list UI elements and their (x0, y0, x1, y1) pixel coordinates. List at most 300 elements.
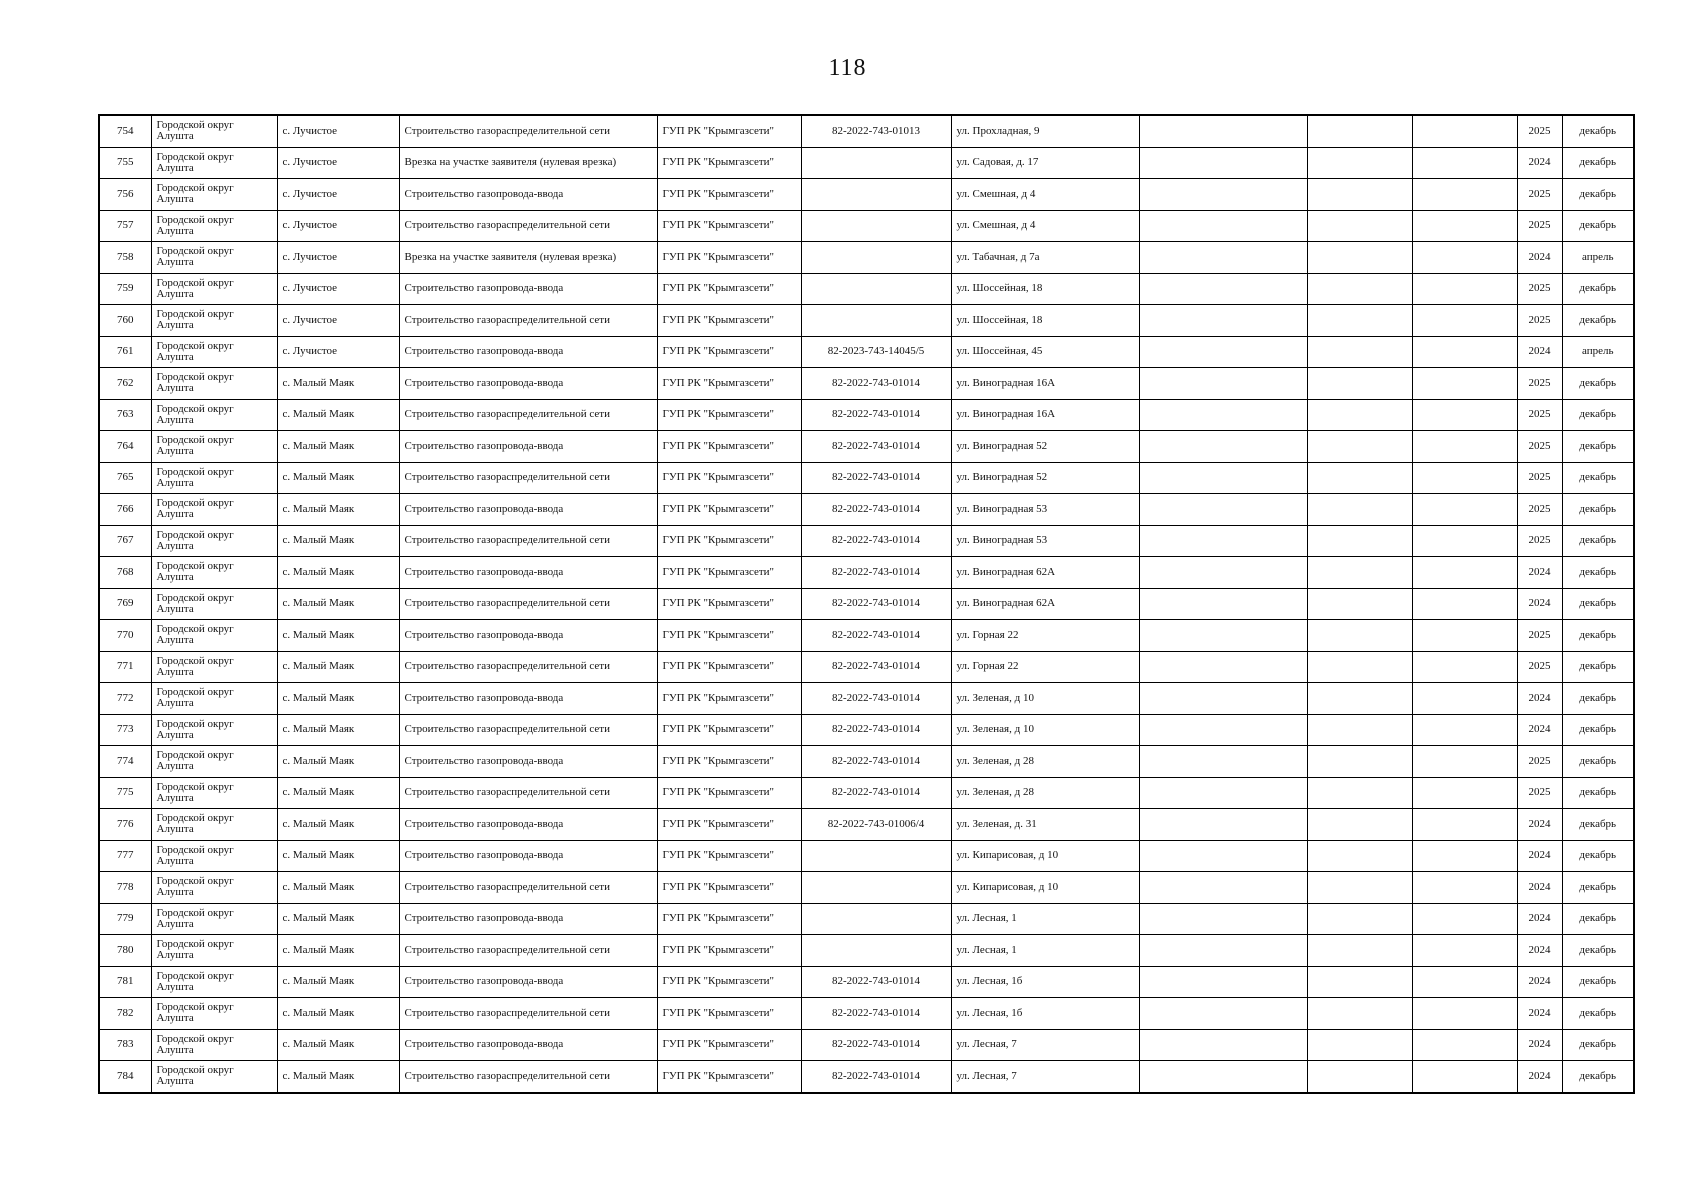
year-cell: 2025 (1517, 368, 1562, 400)
work-type-cell: Строительство газопровода-ввода (399, 431, 657, 463)
row-number: 760 (99, 305, 151, 337)
work-type-cell: Строительство газопровода-ввода (399, 557, 657, 589)
empty-cell-3 (1412, 525, 1517, 557)
empty-cell-1 (1139, 525, 1307, 557)
district-line-1: Городской округ (156, 528, 234, 541)
district-line-1: Городской округ (156, 402, 234, 415)
empty-cell-1 (1139, 462, 1307, 494)
month-cell: декабрь (1562, 494, 1634, 526)
district-line-2: Алушта (156, 791, 194, 804)
empty-cell-2 (1307, 431, 1412, 463)
year-cell: 2025 (1517, 273, 1562, 305)
district-line-1: Городской округ (156, 339, 234, 352)
district-line-1: Городской округ (156, 654, 234, 667)
organization-cell: ГУП РК "Крымгазсети" (657, 242, 801, 274)
empty-cell-1 (1139, 714, 1307, 746)
month-cell: декабрь (1562, 777, 1634, 809)
empty-cell-1 (1139, 210, 1307, 242)
application-code-cell (801, 872, 951, 904)
row-number: 768 (99, 557, 151, 589)
district-cell (151, 714, 277, 746)
work-type-cell: Строительство газопровода-ввода (399, 494, 657, 526)
table-row (99, 557, 1634, 589)
district-line-1: Городской округ (156, 119, 234, 132)
address-cell: ул. Виноградная 62А (951, 588, 1139, 620)
village-cell: с. Лучистое (277, 210, 399, 242)
empty-cell-1 (1139, 305, 1307, 337)
district-line-2: Алушта (156, 980, 194, 993)
empty-cell-1 (1139, 651, 1307, 683)
year-cell: 2024 (1517, 903, 1562, 935)
district-line-2: Алушта (156, 760, 194, 773)
work-type-cell: Строительство газопровода-ввода (399, 746, 657, 778)
empty-cell-3 (1412, 746, 1517, 778)
empty-cell-2 (1307, 115, 1412, 147)
year-cell: 2025 (1517, 746, 1562, 778)
district-line-1: Городской округ (156, 560, 234, 573)
empty-cell-1 (1139, 966, 1307, 998)
empty-cell-2 (1307, 494, 1412, 526)
village-cell: с. Малый Маяк (277, 1061, 399, 1093)
application-code-cell: 82-2022-743-01014 (801, 368, 951, 400)
empty-cell-3 (1412, 305, 1517, 337)
address-cell: ул. Прохладная, 9 (951, 115, 1139, 147)
organization-cell: ГУП РК "Крымгазсети" (657, 714, 801, 746)
year-cell: 2025 (1517, 305, 1562, 337)
table-row (99, 399, 1634, 431)
empty-cell-1 (1139, 336, 1307, 368)
address-cell: ул. Зеленая, д 10 (951, 714, 1139, 746)
district-cell (151, 431, 277, 463)
application-code-cell: 82-2022-743-01014 (801, 1061, 951, 1093)
empty-cell-2 (1307, 966, 1412, 998)
empty-cell-3 (1412, 242, 1517, 274)
empty-cell-3 (1412, 620, 1517, 652)
district-line-1: Городской округ (156, 969, 234, 982)
address-cell: ул. Лесная, 7 (951, 1061, 1139, 1093)
table-row (99, 115, 1634, 147)
empty-cell-3 (1412, 273, 1517, 305)
empty-cell-1 (1139, 368, 1307, 400)
month-cell: декабрь (1562, 462, 1634, 494)
empty-cell-1 (1139, 809, 1307, 841)
row-number: 767 (99, 525, 151, 557)
empty-cell-2 (1307, 179, 1412, 211)
month-cell: декабрь (1562, 179, 1634, 211)
empty-cell-3 (1412, 115, 1517, 147)
empty-cell-2 (1307, 557, 1412, 589)
empty-cell-3 (1412, 147, 1517, 179)
month-cell: декабрь (1562, 1061, 1634, 1093)
work-type-cell: Строительство газораспределительной сети (399, 525, 657, 557)
empty-cell-3 (1412, 840, 1517, 872)
address-cell: ул. Виноградная 62А (951, 557, 1139, 589)
empty-cell-3 (1412, 588, 1517, 620)
work-type-cell: Строительство газопровода-ввода (399, 840, 657, 872)
month-cell: декабрь (1562, 746, 1634, 778)
district-line-1: Городской округ (156, 686, 234, 699)
year-cell: 2024 (1517, 1029, 1562, 1061)
application-code-cell: 82-2022-743-01014 (801, 998, 951, 1030)
month-cell: декабрь (1562, 683, 1634, 715)
empty-cell-1 (1139, 777, 1307, 809)
application-code-cell: 82-2022-743-01014 (801, 525, 951, 557)
organization-cell: ГУП РК "Крымгазсети" (657, 620, 801, 652)
district-line-1: Городской округ (156, 780, 234, 793)
row-number: 756 (99, 179, 151, 211)
year-cell: 2024 (1517, 935, 1562, 967)
application-code-cell: 82-2022-743-01014 (801, 620, 951, 652)
district-line-1: Городской округ (156, 465, 234, 478)
table-row (99, 147, 1634, 179)
row-number: 781 (99, 966, 151, 998)
address-cell: ул. Виноградная 53 (951, 525, 1139, 557)
application-code-cell (801, 903, 951, 935)
village-cell: с. Лучистое (277, 179, 399, 211)
address-cell: ул. Шоссейная, 45 (951, 336, 1139, 368)
empty-cell-2 (1307, 305, 1412, 337)
year-cell: 2024 (1517, 683, 1562, 715)
address-cell: ул. Кипарисовая, д 10 (951, 872, 1139, 904)
district-line-2: Алушта (156, 949, 194, 962)
district-line-1: Городской округ (156, 938, 234, 951)
row-number: 764 (99, 431, 151, 463)
empty-cell-3 (1412, 336, 1517, 368)
empty-cell-2 (1307, 399, 1412, 431)
row-number: 755 (99, 147, 151, 179)
empty-cell-3 (1412, 872, 1517, 904)
district-line-2: Алушта (156, 256, 194, 269)
address-cell: ул. Виноградная 16А (951, 399, 1139, 431)
empty-cell-1 (1139, 399, 1307, 431)
organization-cell: ГУП РК "Крымгазсети" (657, 399, 801, 431)
application-code-cell: 82-2022-743-01006/4 (801, 809, 951, 841)
empty-cell-2 (1307, 777, 1412, 809)
organization-cell: ГУП РК "Крымгазсети" (657, 462, 801, 494)
district-cell (151, 462, 277, 494)
organization-cell: ГУП РК "Крымгазсети" (657, 368, 801, 400)
empty-cell-3 (1412, 935, 1517, 967)
district-line-1: Городской округ (156, 213, 234, 226)
empty-cell-3 (1412, 431, 1517, 463)
district-line-1: Городской округ (156, 276, 234, 289)
district-cell (151, 525, 277, 557)
empty-cell-3 (1412, 210, 1517, 242)
table-row (99, 903, 1634, 935)
table-row (99, 935, 1634, 967)
table-body (99, 115, 1634, 1093)
empty-cell-2 (1307, 1029, 1412, 1061)
district-line-1: Городской округ (156, 182, 234, 195)
table-row (99, 746, 1634, 778)
application-code-cell: 82-2022-743-01014 (801, 399, 951, 431)
district-line-1: Городской округ (156, 591, 234, 604)
district-line-2: Алушта (156, 728, 194, 741)
year-cell: 2024 (1517, 588, 1562, 620)
district-cell (151, 242, 277, 274)
work-type-cell: Строительство газопровода-ввода (399, 620, 657, 652)
address-cell: ул. Лесная, 1б (951, 966, 1139, 998)
village-cell: с. Малый Маяк (277, 368, 399, 400)
district-cell (151, 872, 277, 904)
application-code-cell (801, 147, 951, 179)
year-cell: 2024 (1517, 998, 1562, 1030)
organization-cell: ГУП РК "Крымгазсети" (657, 336, 801, 368)
application-code-cell (801, 210, 951, 242)
table-row (99, 273, 1634, 305)
village-cell: с. Лучистое (277, 305, 399, 337)
district-cell (151, 998, 277, 1030)
district-cell (151, 1061, 277, 1093)
village-cell: с. Малый Маяк (277, 557, 399, 589)
empty-cell-1 (1139, 872, 1307, 904)
district-line-1: Городской округ (156, 906, 234, 919)
village-cell: с. Малый Маяк (277, 399, 399, 431)
organization-cell: ГУП РК "Крымгазсети" (657, 809, 801, 841)
row-number: 770 (99, 620, 151, 652)
address-cell: ул. Горная 22 (951, 620, 1139, 652)
district-line-2: Алушта (156, 886, 194, 899)
empty-cell-2 (1307, 651, 1412, 683)
village-cell: с. Малый Маяк (277, 651, 399, 683)
work-type-cell: Строительство газопровода-ввода (399, 368, 657, 400)
empty-cell-2 (1307, 336, 1412, 368)
address-cell: ул. Виноградная 52 (951, 462, 1139, 494)
year-cell: 2024 (1517, 809, 1562, 841)
year-cell: 2025 (1517, 494, 1562, 526)
village-cell: с. Лучистое (277, 242, 399, 274)
row-number: 766 (99, 494, 151, 526)
district-line-1: Городской округ (156, 749, 234, 762)
work-type-cell: Врезка на участке заявителя (нулевая врезка) (399, 242, 657, 274)
empty-cell-2 (1307, 998, 1412, 1030)
month-cell: декабрь (1562, 115, 1634, 147)
village-cell: с. Малый Маяк (277, 998, 399, 1030)
work-type-cell: Строительство газопровода-ввода (399, 1029, 657, 1061)
empty-cell-2 (1307, 683, 1412, 715)
empty-cell-1 (1139, 683, 1307, 715)
year-cell: 2024 (1517, 1061, 1562, 1093)
work-type-cell: Строительство газораспределительной сети (399, 462, 657, 494)
row-number: 784 (99, 1061, 151, 1093)
row-number: 757 (99, 210, 151, 242)
empty-cell-3 (1412, 462, 1517, 494)
organization-cell: ГУП РК "Крымгазсети" (657, 210, 801, 242)
row-number: 763 (99, 399, 151, 431)
year-cell: 2024 (1517, 966, 1562, 998)
empty-cell-2 (1307, 746, 1412, 778)
row-number: 777 (99, 840, 151, 872)
empty-cell-2 (1307, 210, 1412, 242)
district-cell (151, 620, 277, 652)
district-cell (151, 336, 277, 368)
table-row (99, 840, 1634, 872)
table-row (99, 179, 1634, 211)
application-code-cell: 82-2022-743-01014 (801, 714, 951, 746)
empty-cell-1 (1139, 557, 1307, 589)
row-number: 779 (99, 903, 151, 935)
district-line-2: Алушта (156, 917, 194, 930)
empty-cell-2 (1307, 147, 1412, 179)
district-cell (151, 305, 277, 337)
table-row (99, 651, 1634, 683)
district-cell (151, 809, 277, 841)
district-cell (151, 179, 277, 211)
row-number: 769 (99, 588, 151, 620)
month-cell: декабрь (1562, 1029, 1634, 1061)
table-row (99, 1029, 1634, 1061)
year-cell: 2025 (1517, 210, 1562, 242)
empty-cell-1 (1139, 935, 1307, 967)
village-cell: с. Лучистое (277, 273, 399, 305)
district-cell (151, 494, 277, 526)
address-cell: ул. Зеленая, д 10 (951, 683, 1139, 715)
empty-cell-1 (1139, 179, 1307, 211)
month-cell: декабрь (1562, 557, 1634, 589)
empty-cell-1 (1139, 242, 1307, 274)
district-cell (151, 935, 277, 967)
empty-cell-3 (1412, 651, 1517, 683)
empty-cell-2 (1307, 462, 1412, 494)
empty-cell-1 (1139, 431, 1307, 463)
table-row (99, 336, 1634, 368)
empty-cell-2 (1307, 935, 1412, 967)
address-cell: ул. Смешная, д 4 (951, 179, 1139, 211)
district-line-2: Алушта (156, 224, 194, 237)
table-row (99, 494, 1634, 526)
address-cell: ул. Виноградная 53 (951, 494, 1139, 526)
row-number: 758 (99, 242, 151, 274)
work-type-cell: Строительство газораспределительной сети (399, 588, 657, 620)
month-cell: декабрь (1562, 966, 1634, 998)
year-cell: 2024 (1517, 336, 1562, 368)
row-number: 776 (99, 809, 151, 841)
village-cell: с. Малый Маяк (277, 525, 399, 557)
district-cell (151, 777, 277, 809)
address-cell: ул. Садовая, д. 17 (951, 147, 1139, 179)
work-type-cell: Строительство газораспределительной сети (399, 777, 657, 809)
table-row (99, 620, 1634, 652)
month-cell: декабрь (1562, 935, 1634, 967)
district-cell (151, 966, 277, 998)
address-cell: ул. Зеленая, д 28 (951, 777, 1139, 809)
empty-cell-1 (1139, 620, 1307, 652)
address-cell: ул. Лесная, 1 (951, 903, 1139, 935)
village-cell: с. Малый Маяк (277, 872, 399, 904)
application-code-cell: 82-2022-743-01014 (801, 431, 951, 463)
work-type-cell: Строительство газопровода-ввода (399, 809, 657, 841)
empty-cell-1 (1139, 746, 1307, 778)
row-number: 765 (99, 462, 151, 494)
organization-cell: ГУП РК "Крымгазсети" (657, 746, 801, 778)
year-cell: 2025 (1517, 777, 1562, 809)
work-type-cell: Строительство газораспределительной сети (399, 305, 657, 337)
empty-cell-1 (1139, 1029, 1307, 1061)
empty-cell-3 (1412, 368, 1517, 400)
month-cell: декабрь (1562, 525, 1634, 557)
row-number: 772 (99, 683, 151, 715)
year-cell: 2025 (1517, 431, 1562, 463)
district-line-2: Алушта (156, 1043, 194, 1056)
month-cell: декабрь (1562, 210, 1634, 242)
village-cell: с. Малый Маяк (277, 809, 399, 841)
month-cell: апрель (1562, 336, 1634, 368)
address-cell: ул. Шоссейная, 18 (951, 305, 1139, 337)
empty-cell-1 (1139, 998, 1307, 1030)
application-code-cell: 82-2022-743-01014 (801, 746, 951, 778)
village-cell: с. Лучистое (277, 115, 399, 147)
empty-cell-1 (1139, 147, 1307, 179)
empty-cell-2 (1307, 1061, 1412, 1093)
district-line-2: Алушта (156, 287, 194, 300)
address-cell: ул. Лесная, 1б (951, 998, 1139, 1030)
empty-cell-2 (1307, 368, 1412, 400)
village-cell: с. Малый Маяк (277, 714, 399, 746)
organization-cell: ГУП РК "Крымгазсети" (657, 840, 801, 872)
district-line-1: Городской округ (156, 875, 234, 888)
district-line-2: Алушта (156, 1075, 194, 1088)
organization-cell: ГУП РК "Крымгазсети" (657, 683, 801, 715)
application-code-cell (801, 242, 951, 274)
application-code-cell: 82-2022-743-01014 (801, 494, 951, 526)
organization-cell: ГУП РК "Крымгазсети" (657, 1061, 801, 1093)
district-line-2: Алушта (156, 823, 194, 836)
month-cell: декабрь (1562, 431, 1634, 463)
work-type-cell: Строительство газопровода-ввода (399, 336, 657, 368)
district-line-1: Городской округ (156, 1001, 234, 1014)
row-number: 774 (99, 746, 151, 778)
row-number: 754 (99, 115, 151, 147)
village-cell: с. Малый Маяк (277, 1029, 399, 1061)
work-type-cell: Строительство газораспределительной сети (399, 210, 657, 242)
empty-cell-2 (1307, 840, 1412, 872)
empty-cell-3 (1412, 777, 1517, 809)
work-type-cell: Строительство газопровода-ввода (399, 273, 657, 305)
application-code-cell: 82-2022-743-01014 (801, 462, 951, 494)
empty-cell-2 (1307, 809, 1412, 841)
empty-cell-2 (1307, 714, 1412, 746)
district-line-2: Алушта (156, 350, 194, 363)
table-row (99, 777, 1634, 809)
empty-cell-1 (1139, 273, 1307, 305)
district-line-2: Алушта (156, 476, 194, 489)
year-cell: 2025 (1517, 462, 1562, 494)
year-cell: 2024 (1517, 840, 1562, 872)
year-cell: 2025 (1517, 115, 1562, 147)
district-cell (151, 557, 277, 589)
work-type-cell: Строительство газораспределительной сети (399, 714, 657, 746)
district-line-1: Городской округ (156, 371, 234, 384)
empty-cell-2 (1307, 525, 1412, 557)
district-line-1: Городской округ (156, 150, 234, 163)
application-code-cell: 82-2022-743-01014 (801, 966, 951, 998)
table-row (99, 872, 1634, 904)
row-number: 762 (99, 368, 151, 400)
address-cell: ул. Горная 22 (951, 651, 1139, 683)
address-cell: ул. Табачная, д 7а (951, 242, 1139, 274)
year-cell: 2025 (1517, 179, 1562, 211)
empty-cell-3 (1412, 399, 1517, 431)
organization-cell: ГУП РК "Крымгазсети" (657, 273, 801, 305)
organization-cell: ГУП РК "Крымгазсети" (657, 588, 801, 620)
district-line-2: Алушта (156, 508, 194, 521)
empty-cell-3 (1412, 1061, 1517, 1093)
address-cell: ул. Лесная, 7 (951, 1029, 1139, 1061)
village-cell: с. Лучистое (277, 336, 399, 368)
year-cell: 2025 (1517, 651, 1562, 683)
empty-cell-1 (1139, 903, 1307, 935)
application-code-cell (801, 935, 951, 967)
